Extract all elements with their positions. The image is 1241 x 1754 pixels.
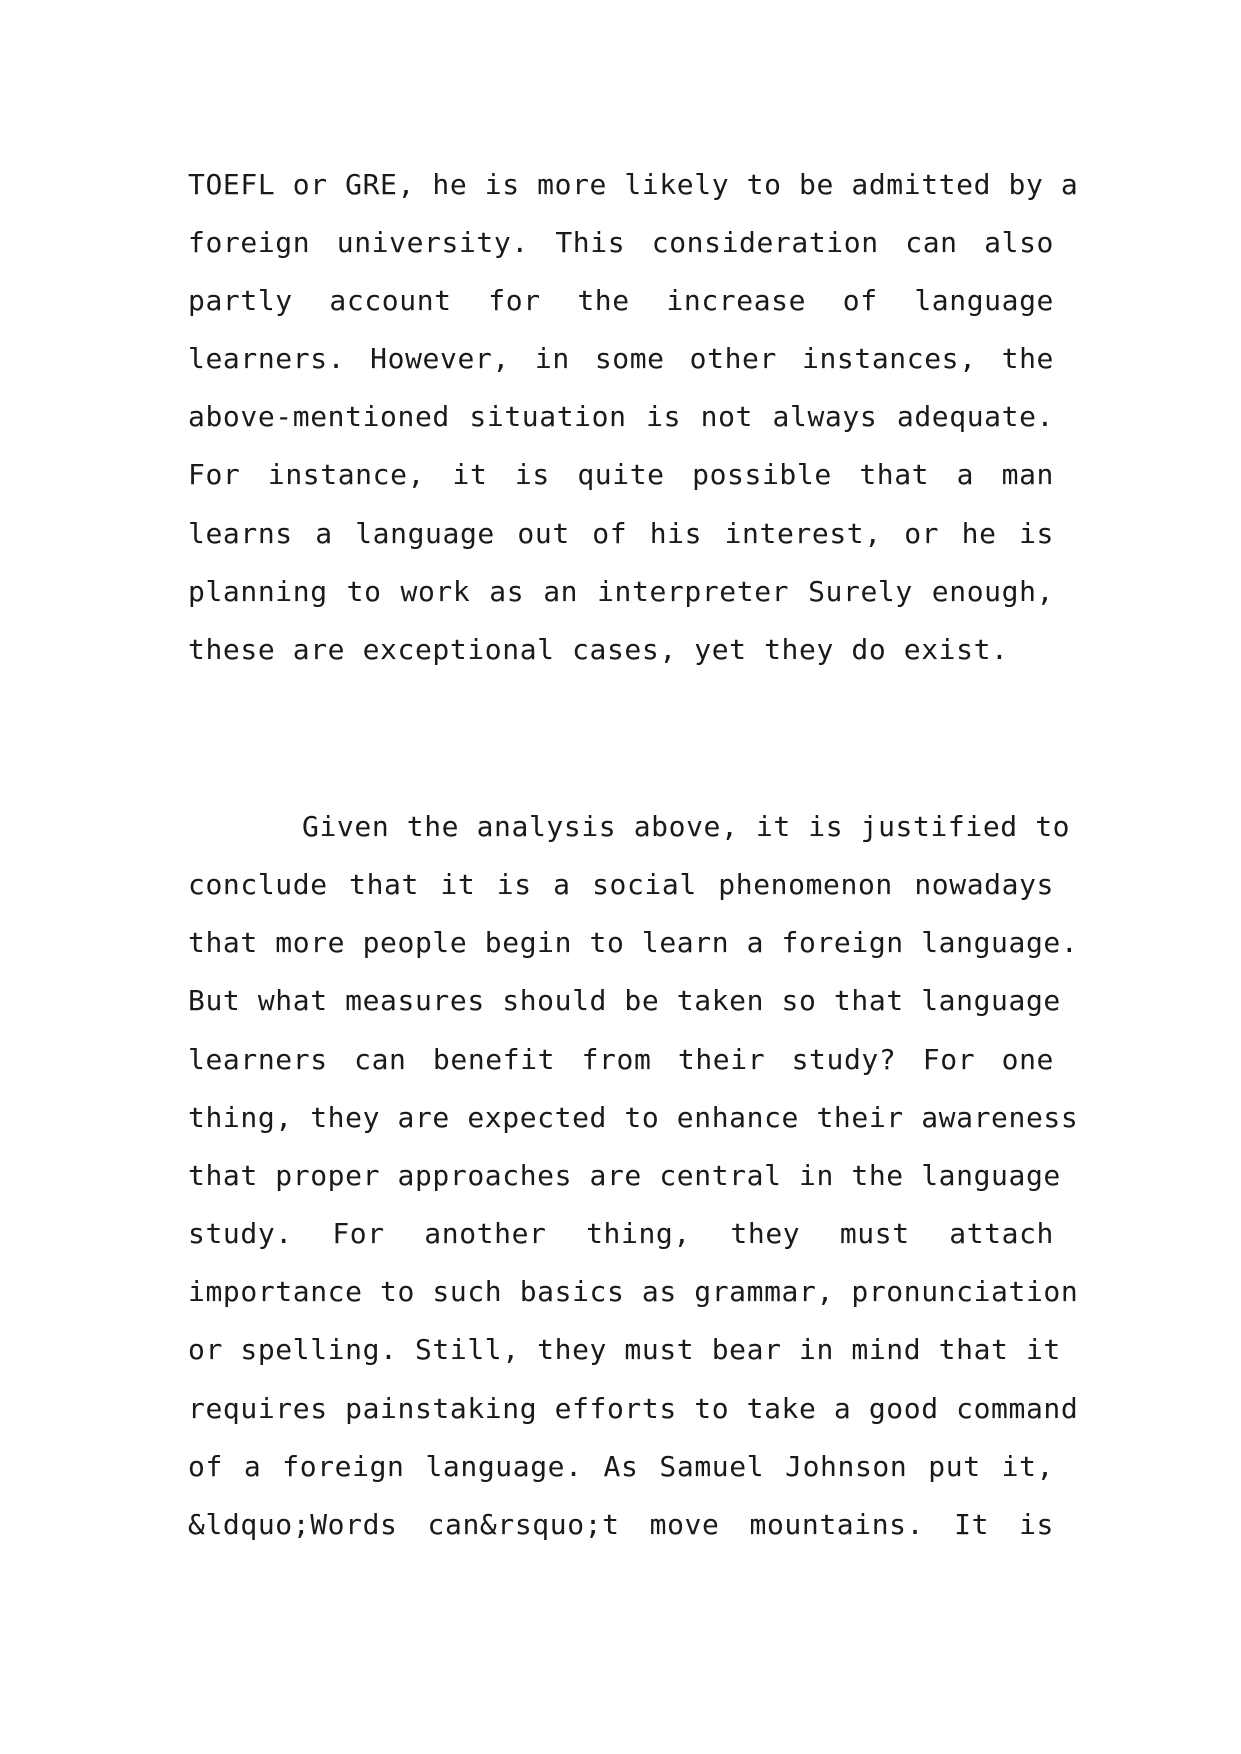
paragraph-2-line-6: thing, they are expected to enhance their awareness [188, 1101, 1079, 1134]
paragraph-1-line-8: planning to work as an interpreter Surely enough, [188, 575, 1054, 608]
paragraph-1-line-2: foreign university. This consideration can also [188, 226, 1054, 259]
paragraph-1-line-3: partly account for the increase of language [188, 284, 1054, 317]
paragraph-2-line-2: conclude that it is a social phenomenon nowadays [188, 868, 1054, 901]
paragraph-2-line-11: requires painstaking efforts to take a good command [188, 1392, 1079, 1425]
paragraph-1-line-6: For instance, it is quite possible that a man [188, 458, 1054, 491]
paragraph-1-line-7: learns a language out of his interest, or he is [188, 517, 1054, 550]
paragraph-2-line-5: learners can benefit from their study? For one [188, 1043, 1054, 1076]
paragraph-2-line-4: But what measures should be taken so that language [188, 984, 1061, 1017]
paragraph-2-line-7: that proper approaches are central in the language [188, 1159, 1061, 1192]
paragraph-2-line-8: study. For another thing, they must attach [188, 1217, 1054, 1250]
paragraph-1-line-5: above-mentioned situation is not always adequate. [188, 400, 1054, 433]
paragraph-2-line-13: &ldquo;Words can&rsquo;t move mountains. It is [188, 1508, 1054, 1541]
paragraph-1-line-9: these are exceptional cases, yet they do exist. [188, 633, 1009, 666]
paragraph-2-line-1: Given the analysis above, it is justified to [302, 810, 1071, 843]
paragraph-1-line-1: TOEFL or GRE, he is more likely to be admitted by a [188, 168, 1079, 201]
paragraph-1-line-4: learners. However, in some other instances, the [188, 342, 1054, 375]
paragraph-2-line-9: importance to such basics as grammar, pronunciation [188, 1275, 1079, 1308]
paragraph-2-line-10: or spelling. Still, they must bear in mind that it [188, 1333, 1061, 1366]
paragraph-2-line-12: of a foreign language. As Samuel Johnson put it, [188, 1450, 1054, 1483]
paragraph-2-line-3: that more people begin to learn a foreign language. [188, 926, 1079, 959]
